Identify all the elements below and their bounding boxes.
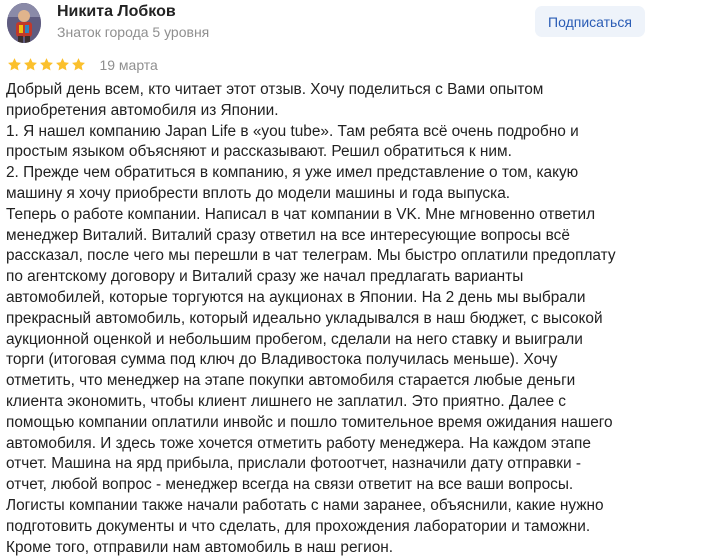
review-line: Теперь о работе компании. Написал в чат компании в VK. Мне мгновенно ответил — [6, 205, 596, 223]
review-line: приобретения автомобиля из Японии. — [6, 101, 279, 119]
review-line: менеджер Виталий. Виталий сразу ответил на все интересующие вопросы всё — [6, 226, 570, 244]
star-icon — [7, 57, 22, 72]
rating-row — [7, 56, 158, 74]
star-icon — [23, 57, 38, 72]
review-line: автомобиля. И здесь тоже хочется отметить работу менеджера. На каждом этапе — [6, 434, 591, 452]
review-line: простым языком объясняют и рассказывают. Решил обратиться к ним. — [6, 143, 512, 161]
review-line: машину я хочу приобрести вплоть до модели машины и года выпуска. — [6, 184, 511, 202]
review-line: по агентскому договору и Виталий сразу же начал предлагать варианты — [6, 268, 524, 286]
subscribe-button[interactable]: Подписаться — [535, 6, 645, 37]
review-line: отчет, любой вопрос - менеджер всегда на связи ответит на все ваши вопросы. — [6, 476, 574, 494]
review-text — [6, 80, 708, 558]
review-line: подготовить документы и что сделать, для прохождения лаборатории и таможни. — [6, 517, 591, 535]
review-line: клиента экономить, чтобы клиент лишнего не заплатил. Это приятно. Далее с — [6, 392, 566, 410]
star-icon — [39, 57, 54, 72]
review-line: 2. Прежде чем обратиться в компанию, я уже имел представление о том, какую — [6, 164, 579, 182]
author-name[interactable]: Никита Лобков — [57, 3, 176, 20]
review-line: аукционной оценкой и небольшим пробегом, сделали на него ставку и выиграли — [6, 330, 583, 348]
review-line: автомобилей, которые торгуются на аукционах в Японии. На 2 день мы выбрали — [6, 288, 586, 306]
review-line: Кроме того, отправили нам автомобиль в наш регион. — [6, 538, 394, 556]
star-icon — [71, 57, 86, 72]
review-date: 19 марта — [99, 57, 158, 73]
review-line: торги (итоговая сумма под ключ до Владивостока получилась меньше). Хочу — [6, 351, 558, 369]
review-line: Логисты компании также начали работать с нами заранее, объяснили, какие нужно — [6, 496, 604, 514]
review-line: помощью компании оплатили инвойс и пошло томительное время ожидания нашего — [6, 413, 613, 431]
star-rating — [7, 56, 87, 74]
review-line: 1. Я нашел компанию Japan Life в «you tube». Там ребята всё очень подробно и — [6, 122, 579, 140]
review-line: отметить, что менеджер на этапе покупки автомобиля старается любые деньги — [6, 372, 576, 390]
review-line: прекрасный автомобиль, который идеально укладывался в наш бюджет, с высокой — [6, 309, 603, 327]
review-line: отчет. Машина на ярд прибыла, прислали фотоотчет, назначили дату отправки - — [6, 455, 581, 473]
review-line: рассказал, после чего мы перешли в чат телеграм. Мы быстро оплатили предоплату — [6, 247, 616, 265]
review-header — [0, 0, 714, 48]
author-level: Знаток города 5 уровня — [57, 24, 210, 40]
avatar[interactable] — [7, 3, 41, 43]
star-icon — [55, 57, 70, 72]
review-line: Добрый день всем, кто читает этот отзыв. Хочу поделиться с Вами опытом — [6, 81, 544, 98]
avatar-photo-icon — [7, 3, 41, 43]
